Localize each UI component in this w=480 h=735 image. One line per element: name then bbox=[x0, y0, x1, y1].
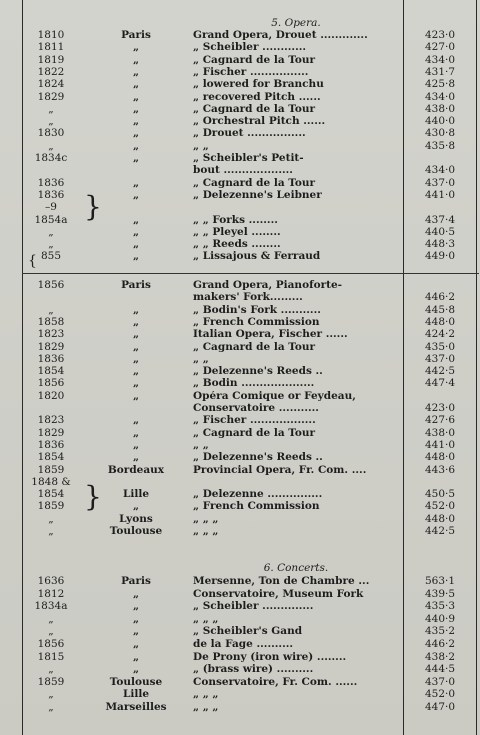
date-cell: 1854 bbox=[37, 451, 65, 464]
description-cell: bout ................... bbox=[193, 165, 293, 177]
description-cell: „ Delezenne's Leibner bbox=[193, 189, 322, 201]
date-cell: 1859 bbox=[37, 500, 65, 513]
city-cell: „ bbox=[132, 139, 140, 152]
date-cell: „ bbox=[48, 701, 54, 713]
value-cell: 435·3 bbox=[424, 600, 456, 613]
city-cell: Paris bbox=[121, 29, 151, 41]
value-cell: 442·5 bbox=[424, 525, 456, 537]
city-cell: Bordeaux bbox=[107, 463, 165, 476]
description-cell: „ „ Reeds ........ bbox=[193, 239, 281, 251]
date-cell: –9 bbox=[45, 201, 57, 214]
table-row bbox=[0, 354, 480, 365]
table-row bbox=[0, 639, 480, 650]
brace-855: { bbox=[28, 253, 37, 269]
date-cell: „ bbox=[48, 115, 54, 128]
value-cell: 425·8 bbox=[424, 78, 456, 91]
city-cell: „ bbox=[132, 426, 140, 439]
table-row bbox=[0, 366, 480, 377]
description-cell: „ „ „ bbox=[193, 702, 219, 713]
date-cell: „ bbox=[48, 225, 54, 238]
city-cell: „ bbox=[132, 650, 140, 663]
table-row bbox=[0, 428, 480, 439]
city-cell: Marseilles bbox=[105, 701, 167, 713]
value-cell: 563·1 bbox=[424, 575, 456, 587]
date-cell: 1859 bbox=[37, 463, 65, 476]
table-row bbox=[0, 677, 480, 688]
date-cell: 1812 bbox=[37, 587, 65, 600]
city-cell: „ bbox=[132, 65, 140, 78]
table-row bbox=[0, 576, 480, 587]
table-row bbox=[0, 329, 480, 340]
value-cell: 427·6 bbox=[424, 414, 456, 427]
date-cell: „ bbox=[48, 238, 54, 251]
description-cell: Grand Opera, Pianoforte- bbox=[193, 280, 343, 291]
value-cell: 446·2 bbox=[424, 291, 456, 304]
value-cell: 438·0 bbox=[424, 426, 456, 439]
date-cell: 1859 bbox=[37, 675, 65, 688]
city-cell: „ bbox=[132, 127, 140, 140]
description-cell: „ Orchestral Pitch ...... bbox=[193, 116, 326, 128]
table-row bbox=[0, 104, 480, 115]
description-cell: „ „ „ bbox=[193, 689, 219, 701]
description-cell: „ „ „ bbox=[193, 526, 219, 537]
description-cell: „ „ „ bbox=[193, 613, 219, 625]
date-cell: 1819 bbox=[37, 53, 65, 66]
description-cell: „ Drouet ................ bbox=[193, 128, 306, 140]
description-cell: „ „ bbox=[193, 439, 209, 451]
table-row bbox=[0, 378, 480, 389]
table-row bbox=[0, 477, 480, 488]
value-cell: 435·8 bbox=[424, 139, 456, 152]
description-cell: Conservatoire ........... bbox=[193, 403, 319, 414]
city-cell: „ bbox=[132, 365, 140, 378]
description-cell: „ Scheibler's Petit- bbox=[193, 153, 304, 164]
description-cell: „ recovered Pitch ...... bbox=[193, 91, 321, 103]
value-cell: 427·0 bbox=[424, 41, 456, 54]
description-cell: Conservatoire, Museum Fork bbox=[193, 588, 364, 600]
description-cell: makers' Fork......... bbox=[193, 292, 303, 304]
table-row bbox=[0, 280, 480, 291]
description-cell: „ French Commission bbox=[193, 501, 320, 513]
description-cell: „ „ bbox=[193, 353, 209, 365]
date-cell: 1858 bbox=[37, 315, 65, 328]
city-cell: „ bbox=[132, 377, 140, 390]
description-cell: Grand Opera, Drouet ............. bbox=[193, 30, 368, 41]
city-cell: „ bbox=[132, 352, 140, 365]
city-cell: „ bbox=[132, 176, 140, 189]
value-cell: 437·0 bbox=[424, 176, 456, 189]
table-row bbox=[0, 202, 480, 213]
table-row bbox=[0, 292, 480, 303]
city-cell: „ bbox=[132, 213, 140, 226]
description-cell: „ Cagnard de la Tour bbox=[193, 103, 316, 115]
city-cell: „ bbox=[132, 78, 140, 91]
description-cell: „ Cagnard de la Tour bbox=[193, 177, 316, 189]
value-cell: 424·2 bbox=[424, 328, 456, 341]
value-cell: 434·0 bbox=[424, 90, 456, 103]
value-cell: 423·0 bbox=[424, 29, 456, 41]
date-cell: „ bbox=[48, 102, 54, 115]
value-cell: 450·5 bbox=[424, 488, 456, 501]
table-row bbox=[0, 165, 480, 176]
section-5-title: 5. Opera. bbox=[271, 17, 321, 29]
city-cell: „ bbox=[132, 225, 140, 238]
date-cell: 1836 bbox=[37, 352, 65, 365]
table-row bbox=[0, 465, 480, 476]
city-cell: „ bbox=[132, 90, 140, 103]
value-cell: 435·2 bbox=[424, 625, 456, 638]
table-row bbox=[0, 128, 480, 139]
city-cell: „ bbox=[132, 414, 140, 427]
table-row bbox=[0, 514, 480, 525]
city-cell: „ bbox=[132, 587, 140, 600]
description-cell: „ Scheibler .............. bbox=[193, 601, 314, 613]
description-cell: Provincial Opera, Fr. Com. .... bbox=[193, 464, 367, 476]
value-cell: 434·0 bbox=[424, 164, 456, 177]
table-row bbox=[0, 251, 480, 262]
city-cell: „ bbox=[132, 53, 140, 66]
city-cell: „ bbox=[132, 612, 140, 625]
description-cell: „ Cagnard de la Tour bbox=[193, 427, 316, 439]
table-row bbox=[0, 489, 480, 500]
city-cell: Lille bbox=[122, 488, 150, 501]
date-cell: 1854 bbox=[37, 488, 65, 501]
city-cell: „ bbox=[132, 438, 140, 451]
date-cell: „ bbox=[48, 139, 54, 152]
table-row bbox=[0, 391, 480, 402]
city-cell: „ bbox=[132, 41, 140, 54]
value-cell: 448·3 bbox=[424, 238, 456, 251]
city-cell: Paris bbox=[121, 575, 151, 587]
value-cell: 431·7 bbox=[424, 65, 456, 78]
section-6-title: 6. Concerts. bbox=[263, 562, 329, 574]
value-cell: 430·8 bbox=[424, 127, 456, 140]
date-cell: „ bbox=[48, 612, 54, 625]
value-cell: 435·0 bbox=[424, 340, 456, 353]
city-cell: Paris bbox=[121, 279, 151, 291]
description-cell: „ Delezenne's Reeds .. bbox=[193, 452, 323, 464]
value-cell: 448·0 bbox=[424, 315, 456, 328]
value-cell: 452·0 bbox=[424, 688, 456, 701]
value-cell: 452·0 bbox=[424, 500, 456, 513]
table-row bbox=[0, 702, 480, 713]
description-cell: „ „ Pleyel ........ bbox=[193, 226, 281, 238]
city-cell: „ bbox=[132, 250, 140, 263]
date-cell: 1823 bbox=[37, 414, 65, 427]
date-cell: 1810 bbox=[37, 29, 65, 41]
table-row bbox=[0, 92, 480, 103]
date-cell: 1856 bbox=[37, 638, 65, 650]
table-row bbox=[0, 452, 480, 463]
date-cell: 1815 bbox=[37, 650, 65, 663]
date-cell: 1856 bbox=[37, 377, 65, 390]
description-cell: „ Bodin's Fork ........... bbox=[193, 304, 321, 316]
date-cell: 1854 bbox=[37, 365, 65, 378]
table-row bbox=[0, 342, 480, 353]
date-cell: „ bbox=[48, 663, 54, 676]
description-cell: de la Fage .......... bbox=[193, 639, 294, 650]
table-row bbox=[0, 305, 480, 316]
table-row bbox=[0, 689, 480, 700]
description-cell: „ Lissajous & Ferraud bbox=[193, 251, 321, 263]
description-cell: „ „ „ bbox=[193, 513, 219, 525]
date-cell: 1856 bbox=[37, 279, 65, 291]
date-cell: 1836 bbox=[37, 188, 65, 201]
table-row bbox=[0, 589, 480, 600]
table-row bbox=[0, 141, 480, 152]
value-cell: 447·0 bbox=[424, 701, 456, 713]
city-cell: Toulouse bbox=[109, 675, 163, 688]
value-cell: 437·0 bbox=[424, 675, 456, 688]
city-cell: „ bbox=[132, 152, 140, 164]
table-row bbox=[0, 67, 480, 78]
description-cell: Opéra Comique or Feydeau, bbox=[193, 390, 356, 402]
value-cell: 447·4 bbox=[424, 377, 456, 390]
description-cell: „ French Commission bbox=[193, 316, 320, 328]
table-row bbox=[0, 30, 480, 41]
date-cell: 1820 bbox=[37, 389, 65, 402]
description-cell: „ (brass wire) .......... bbox=[193, 664, 314, 676]
table-row bbox=[0, 601, 480, 612]
city-cell: „ bbox=[132, 389, 140, 402]
description-cell: „ Cagnard de la Tour bbox=[193, 341, 316, 353]
date-cell: 1636 bbox=[37, 575, 65, 587]
description-cell: „ Delezenne's Reeds .. bbox=[193, 366, 323, 378]
section-divider bbox=[22, 273, 479, 274]
value-cell: 445·8 bbox=[424, 303, 456, 316]
value-cell: 446·2 bbox=[424, 638, 456, 650]
city-cell: „ bbox=[132, 328, 140, 341]
table-row bbox=[0, 239, 480, 250]
value-cell: 448·0 bbox=[424, 451, 456, 464]
description-cell: „ Scheibler ............ bbox=[193, 42, 307, 54]
description-cell: „ Cagnard de la Tour bbox=[193, 54, 316, 66]
value-cell: 442·5 bbox=[424, 365, 456, 378]
value-cell: 441·0 bbox=[424, 188, 456, 201]
date-cell: 1854a bbox=[34, 213, 68, 226]
description-cell: „ Scheibler's Gand bbox=[193, 626, 303, 638]
city-cell: Lyons bbox=[119, 512, 153, 525]
date-cell: 855 bbox=[40, 250, 62, 263]
description-cell: „ Fischer ................ bbox=[193, 66, 309, 78]
date-cell: „ bbox=[48, 525, 54, 537]
city-cell: „ bbox=[132, 638, 140, 650]
date-cell: 1836 bbox=[37, 438, 65, 451]
city-cell: „ bbox=[132, 451, 140, 464]
date-cell: 1824 bbox=[37, 78, 65, 91]
date-cell: 1822 bbox=[37, 65, 65, 78]
table-row bbox=[0, 116, 480, 127]
date-cell: 1829 bbox=[37, 340, 65, 353]
value-cell: 441·0 bbox=[424, 438, 456, 451]
description-cell: Conservatoire, Fr. Com. ...... bbox=[193, 676, 358, 688]
date-cell: „ bbox=[48, 512, 54, 525]
value-cell: 440·0 bbox=[424, 115, 456, 128]
date-cell: 1834a bbox=[34, 600, 68, 613]
table-row bbox=[0, 215, 480, 226]
table-row bbox=[0, 317, 480, 328]
value-cell: 443·6 bbox=[424, 463, 456, 476]
description-cell: Italian Opera, Fischer ...... bbox=[193, 329, 348, 341]
date-cell: 1829 bbox=[37, 90, 65, 103]
value-cell: 440·5 bbox=[424, 225, 456, 238]
city-cell: „ bbox=[132, 303, 140, 316]
table-row bbox=[0, 227, 480, 238]
value-cell: 423·0 bbox=[424, 402, 456, 414]
date-cell: 1848 & bbox=[31, 475, 71, 488]
table-row bbox=[0, 55, 480, 66]
table-row bbox=[0, 440, 480, 451]
table-row bbox=[0, 652, 480, 663]
brace-1848-1854: } bbox=[84, 480, 102, 513]
city-cell: „ bbox=[132, 500, 140, 513]
description-cell: „ „ bbox=[193, 140, 209, 152]
description-cell: „ Fischer .................. bbox=[193, 415, 316, 427]
city-cell: Toulouse bbox=[109, 525, 163, 537]
table-row bbox=[0, 626, 480, 637]
value-cell: 448·0 bbox=[424, 512, 456, 525]
city-cell: „ bbox=[132, 238, 140, 251]
city-cell: „ bbox=[132, 102, 140, 115]
city-cell: „ bbox=[132, 663, 140, 676]
city-cell: „ bbox=[132, 600, 140, 613]
date-cell: 1836 bbox=[37, 176, 65, 189]
table-row bbox=[0, 415, 480, 426]
table-row bbox=[0, 190, 480, 201]
date-cell: 1823 bbox=[37, 328, 65, 341]
table-row bbox=[0, 526, 480, 537]
table-row bbox=[0, 178, 480, 189]
value-cell: 440·9 bbox=[424, 612, 456, 625]
city-cell: „ bbox=[132, 340, 140, 353]
description-cell: „ „ Forks ........ bbox=[193, 214, 278, 226]
description-cell: „ lowered for Branchu bbox=[193, 79, 324, 91]
value-cell: 438·0 bbox=[424, 102, 456, 115]
value-cell: 444·5 bbox=[424, 663, 456, 676]
date-cell: „ bbox=[48, 625, 54, 638]
table-row bbox=[0, 79, 480, 90]
date-cell: „ bbox=[48, 688, 54, 701]
date-cell: 1811 bbox=[37, 41, 65, 54]
table-row bbox=[0, 664, 480, 675]
description-cell: „ Bodin .................... bbox=[193, 378, 315, 390]
city-cell: Lille bbox=[122, 688, 150, 701]
city-cell: „ bbox=[132, 115, 140, 128]
table-row bbox=[0, 501, 480, 512]
table-row bbox=[0, 403, 480, 414]
city-cell: „ bbox=[132, 315, 140, 328]
date-cell: 1830 bbox=[37, 127, 65, 140]
description-cell: Mersenne, Ton de Chambre ... bbox=[193, 576, 370, 587]
value-cell: 437·4 bbox=[424, 213, 456, 226]
value-cell: 438·2 bbox=[424, 650, 456, 663]
description-cell: „ Delezenne ............... bbox=[193, 489, 323, 501]
value-cell: 439·5 bbox=[424, 587, 456, 600]
city-cell: „ bbox=[132, 625, 140, 638]
value-cell: 437·0 bbox=[424, 352, 456, 365]
table-row bbox=[0, 614, 480, 625]
date-cell: 1829 bbox=[37, 426, 65, 439]
date-cell: 1834c bbox=[34, 152, 68, 164]
description-cell: De Prony (iron wire) ........ bbox=[193, 651, 347, 663]
value-cell: 434·0 bbox=[424, 53, 456, 66]
table-row bbox=[0, 42, 480, 53]
table-row bbox=[0, 153, 480, 164]
brace-1836-9: } bbox=[84, 190, 102, 223]
value-cell: 449·0 bbox=[424, 250, 456, 263]
city-cell: „ bbox=[132, 188, 140, 201]
date-cell: „ bbox=[48, 303, 54, 316]
